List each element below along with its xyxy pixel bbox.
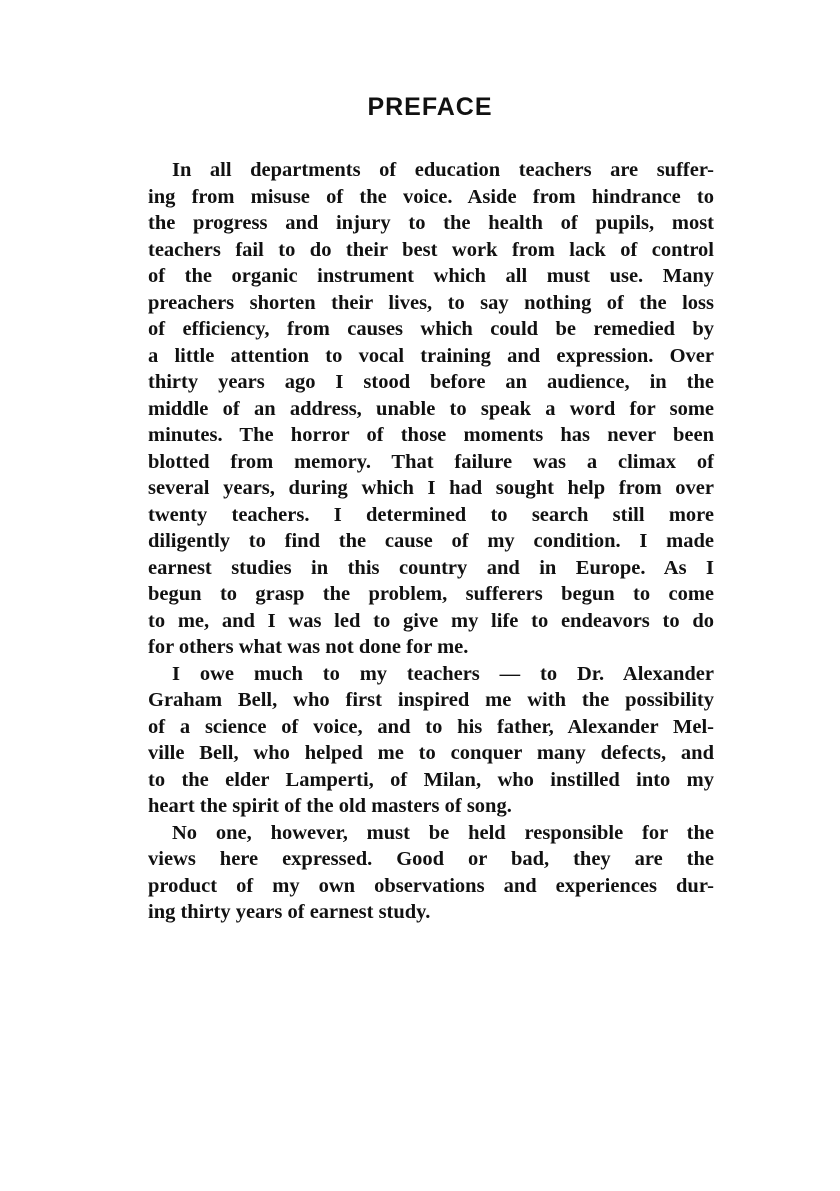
text-line: to me, and I was led to give my life to endeavors to do [148, 609, 714, 632]
paragraph-1 [148, 157, 714, 661]
text-line: product of my own observations and experiences dur- [148, 874, 714, 897]
text-line: Graham Bell, who first inspired me with the possibility [148, 689, 714, 711]
text-line: views here expressed. Good or bad, they are the [148, 848, 714, 870]
page-title: PREFACE [367, 93, 493, 121]
text-line: for others what was not done for me. [148, 636, 469, 658]
text-line: ing thirty years of earnest study. [148, 901, 431, 923]
text-line: several years, during which I had sought help from over [148, 477, 714, 499]
text-line: a little attention to vocal training and expression. Over [148, 344, 714, 367]
text-line: ing from misuse of the voice. Aside from hindrance to [148, 185, 714, 208]
text-line: of efficiency, from causes which could be remedied by [148, 318, 714, 340]
text-line: No one, however, must be held responsible for the [172, 821, 714, 844]
text-line: twenty teachers. I determined to search still more [148, 503, 714, 526]
text-line: earnest studies in this country and in Europe. As I [148, 556, 714, 579]
text-line: teachers fail to do their best work from lack of control [148, 238, 714, 261]
text-line: preachers shorten their lives, to say nothing of the loss [148, 291, 714, 314]
text-line: diligently to find the cause of my condition. I made [148, 530, 714, 552]
text-line: minutes. The horror of those moments has never been [148, 424, 714, 446]
text-line: I owe much to my teachers — to Dr. Alexander [172, 662, 714, 685]
text-line: to the elder Lamperti, of Milan, who instilled into my [148, 768, 714, 791]
text-line: thirty years ago I stood before an audience, in the [148, 371, 714, 393]
paragraph-3 [148, 820, 714, 926]
text-line: heart the spirit of the old masters of song. [148, 795, 512, 817]
text-line: blotted from memory. That failure was a climax of [148, 450, 714, 473]
text-line: of a science of voice, and to his father, Alexander Mel- [148, 715, 714, 738]
preface-body [148, 157, 714, 926]
text-line: middle of an address, unable to speak a word for some [148, 397, 714, 420]
text-line: the progress and injury to the health of pupils, most [148, 212, 714, 234]
text-line: In all departments of education teachers are suffer- [172, 159, 714, 181]
text-line: of the organic instrument which all must use. Many [148, 265, 714, 287]
paragraph-2 [148, 661, 714, 820]
text-line: ville Bell, who helped me to conquer many defects, and [148, 742, 714, 764]
text-line: begun to grasp the problem, sufferers begun to come [148, 583, 714, 605]
